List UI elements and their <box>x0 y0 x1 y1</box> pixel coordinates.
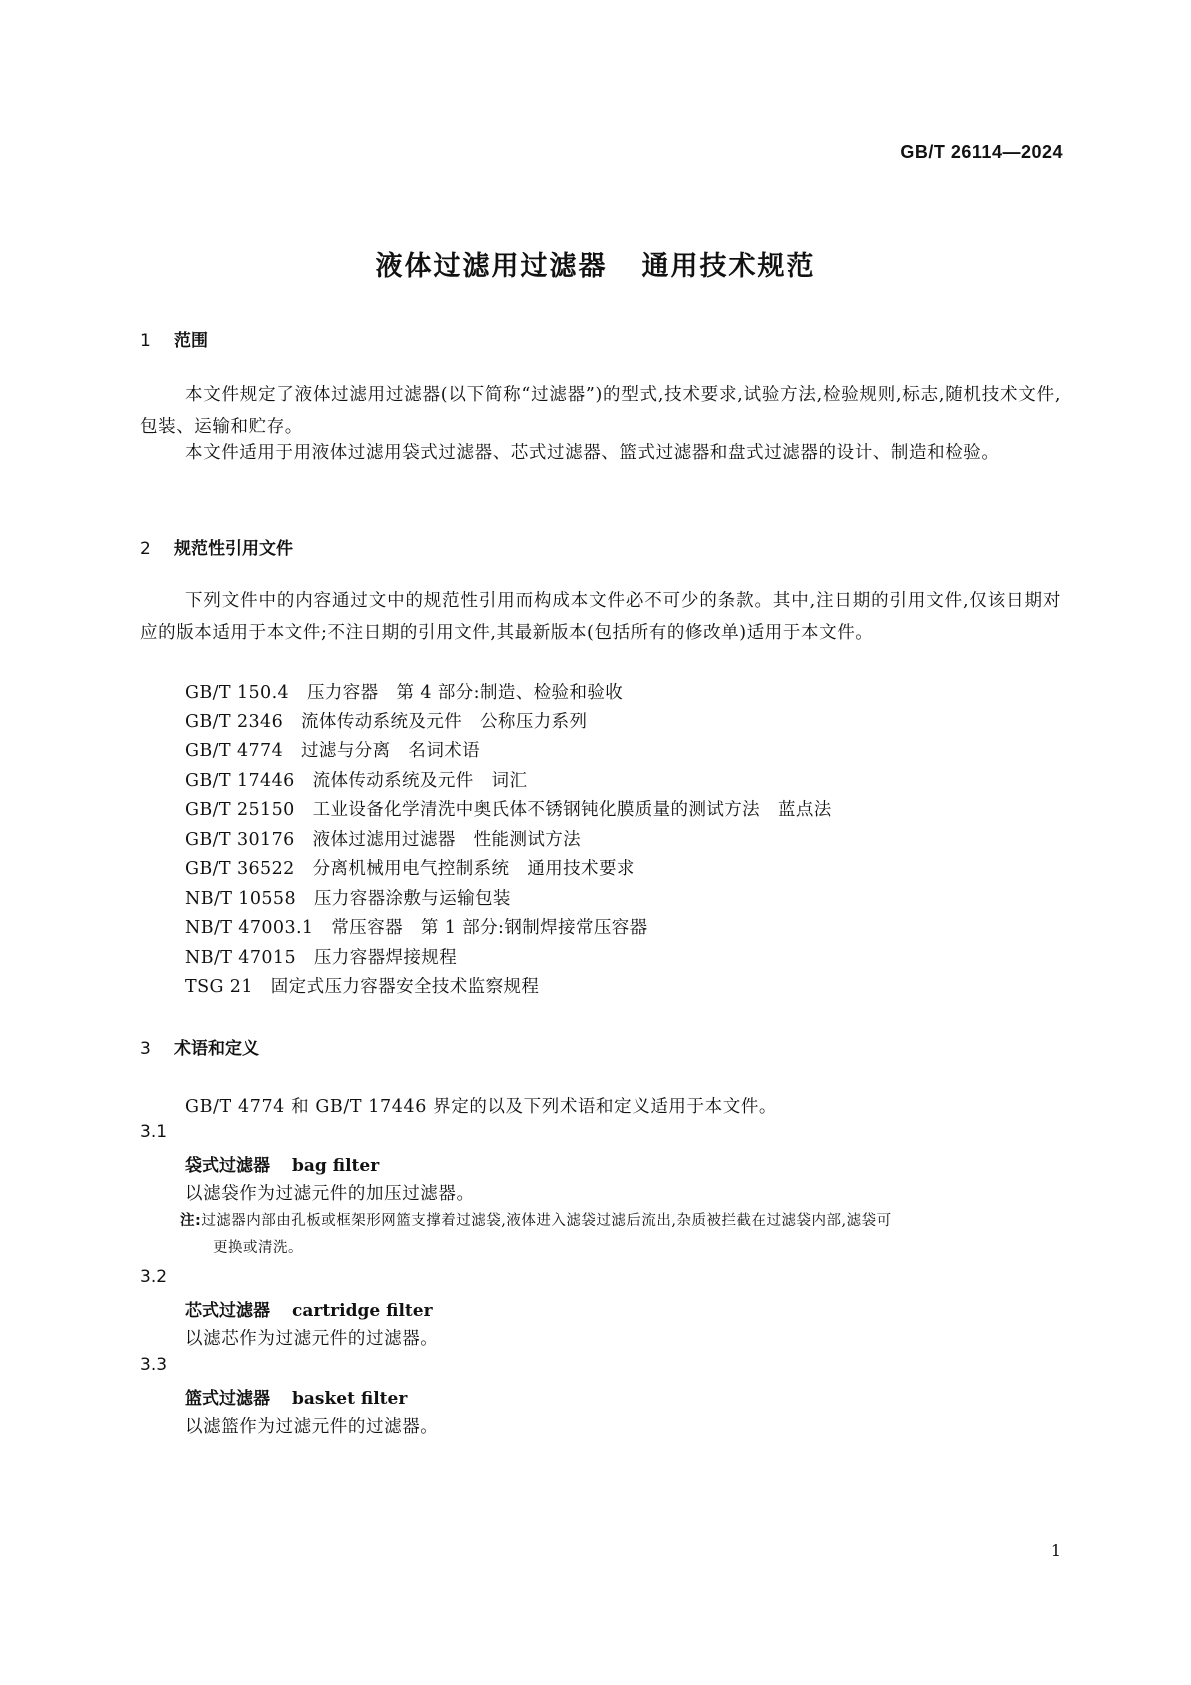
reference-code: GB/T 17446 <box>185 771 295 791</box>
reference-item <box>185 708 587 733</box>
title-part2: 通用技术规范 <box>641 251 816 282</box>
reference-title: 压力容器 第 4 部分:制造、检验和验收 <box>306 683 624 703</box>
term-number: 3.2 <box>140 1267 168 1287</box>
term-definition: 以滤袋作为过滤元件的加压过滤器。 <box>185 1184 475 1204</box>
reference-title: 压力容器焊接规程 <box>313 948 458 968</box>
section-2-heading <box>140 534 293 559</box>
standard-code: GB/T 26114—2024 <box>900 142 1063 162</box>
reference-title: 流体传动系统及元件 词汇 <box>312 771 528 791</box>
terms-intro: GB/T 4774 和 GB/T 17446 界定的以及下列术语和定义适用于本文件。 <box>185 1097 778 1117</box>
reference-title: 分离机械用电气控制系统 通用技术要求 <box>312 859 635 879</box>
reference-code: GB/T 2346 <box>185 712 284 732</box>
note-text-line1: 过滤器内部由孔板或框架形网篮支撑着过滤袋,液体进入滤袋过滤后流出,杂质被拦截在过滤袋内部,滤袋可 <box>201 1213 892 1229</box>
term-heading <box>185 1296 433 1321</box>
note-label: 注: <box>180 1213 202 1229</box>
term-zh: 篮式过滤器 <box>185 1389 270 1409</box>
section-title: 范围 <box>174 331 208 351</box>
reference-title: 固定式压力容器安全技术监察规程 <box>270 977 540 997</box>
scope-paragraph-1: 本文件规定了液体过滤用过滤器(以下简称“过滤器”)的型式,技术要求,试验方法,检验规则,标志,随机技术文件,包装、运输和贮存。 <box>140 385 1061 437</box>
section-1-heading <box>140 326 208 351</box>
term-en: cartridge filter <box>292 1301 433 1321</box>
term-heading <box>185 1384 407 1409</box>
term-zh: 袋式过滤器 <box>185 1156 270 1176</box>
page-number: 1 <box>1050 1541 1061 1560</box>
reference-item <box>185 767 527 792</box>
section-title: 规范性引用文件 <box>174 539 293 559</box>
term-number: 3.1 <box>140 1122 168 1142</box>
reference-code: NB/T 47003.1 <box>185 918 314 938</box>
reference-item <box>185 679 623 704</box>
section-number: 1 <box>140 331 151 351</box>
reference-code: TSG 21 <box>185 977 253 997</box>
reference-code: GB/T 4774 <box>185 741 284 761</box>
reference-item <box>185 944 457 969</box>
term-definition: 以滤芯作为过滤元件的过滤器。 <box>185 1329 439 1349</box>
term-number: 3.3 <box>140 1355 168 1375</box>
document-title <box>0 244 1191 283</box>
reference-code: GB/T 36522 <box>185 859 295 879</box>
term-en: bag filter <box>292 1156 380 1176</box>
section-title: 术语和定义 <box>174 1039 259 1059</box>
scope-paragraph-2: 本文件适用于用液体过滤用袋式过滤器、芯式过滤器、篮式过滤器和盘式过滤器的设计、制造和检验。 <box>185 443 1000 463</box>
title-part1: 液体过滤用过滤器 <box>375 251 608 282</box>
reference-item <box>185 885 511 910</box>
reference-item <box>185 973 539 998</box>
references-intro: 下列文件中的内容通过文中的规范性引用而构成本文件必不可少的条款。其中,注日期的引用文件,仅该日期对应的版本适用于本文件;不注日期的引用文件,其最新版本(包括所有的修改单)适用于本文件。 <box>140 591 1061 643</box>
term-heading <box>185 1151 379 1176</box>
reference-item <box>185 914 648 939</box>
reference-item <box>185 855 635 880</box>
reference-code: GB/T 30176 <box>185 830 295 850</box>
reference-item <box>185 826 581 851</box>
term-note <box>180 1208 1061 1262</box>
reference-item <box>185 796 832 821</box>
section-number: 2 <box>140 539 151 559</box>
reference-code: NB/T 10558 <box>185 889 296 909</box>
reference-title: 压力容器涂敷与运输包装 <box>313 889 511 909</box>
reference-title: 工业设备化学清洗中奥氏体不锈钢钝化膜质量的测试方法 蓝点法 <box>312 800 832 820</box>
reference-title: 常压容器 第 1 部分:钢制焊接常压容器 <box>331 918 648 938</box>
section-3-heading <box>140 1034 259 1059</box>
reference-item <box>185 737 480 762</box>
reference-title: 过滤与分离 名词术语 <box>301 741 481 761</box>
term-zh: 芯式过滤器 <box>185 1301 270 1321</box>
reference-title: 液体过滤用过滤器 性能测试方法 <box>312 830 582 850</box>
reference-code: GB/T 150.4 <box>185 683 290 703</box>
reference-code: NB/T 47015 <box>185 948 296 968</box>
reference-title: 流体传动系统及元件 公称压力系列 <box>301 712 588 732</box>
term-definition: 以滤篮作为过滤元件的过滤器。 <box>185 1417 439 1437</box>
section-number: 3 <box>140 1039 151 1059</box>
reference-code: GB/T 25150 <box>185 800 295 820</box>
term-en: basket filter <box>292 1389 408 1409</box>
note-text-line2: 更换或清洗。 <box>213 1240 303 1256</box>
